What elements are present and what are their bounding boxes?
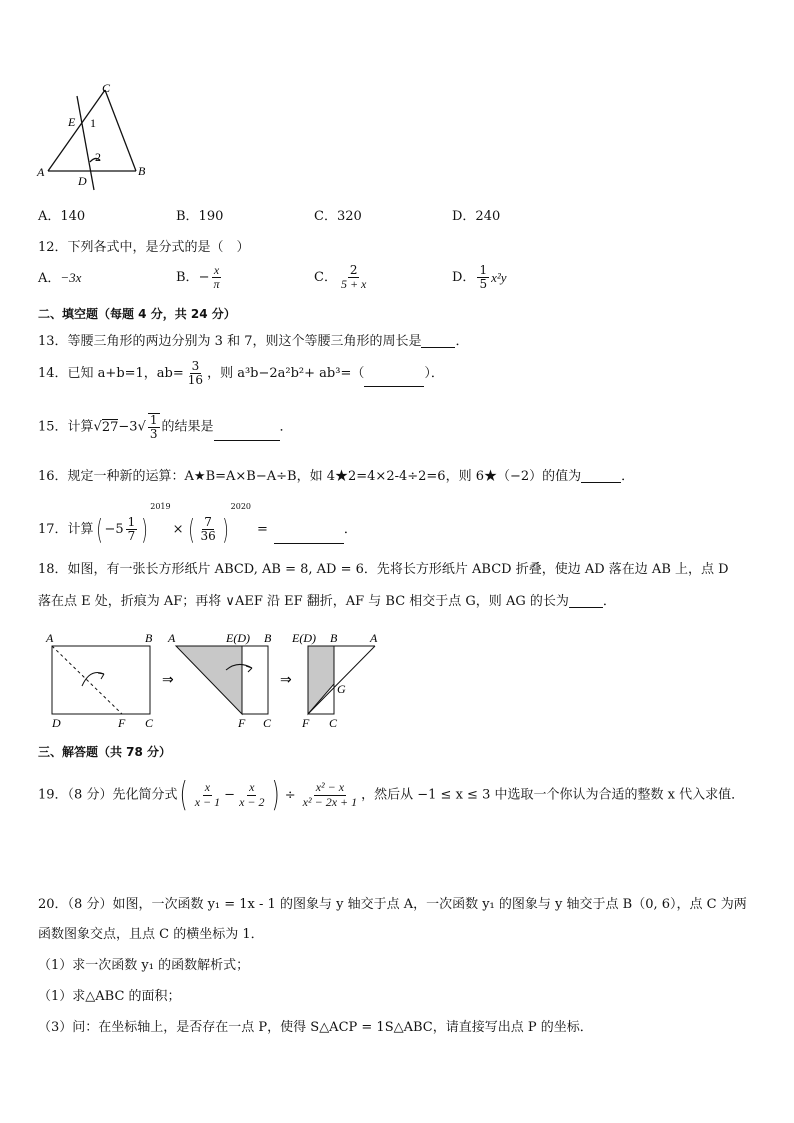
label-E: E: [68, 115, 76, 129]
svg-text:A: A: [168, 631, 176, 645]
svg-text:D: D: [52, 716, 61, 730]
q20-part2: （1）求△ABC 的面积；: [38, 989, 181, 1004]
q12-stem: 12．下列各式中，是分式的是（ ）: [38, 240, 250, 255]
q12-option-d: D． $\frac{1}{5}$ x²y: [452, 263, 507, 292]
q20-line1: 20．（8 分）如图，一次函数 y₁ = 1x - 1 的图象与 y 轴交于点 A，一次函数 y₁ 的图象与 y 轴交于点 B（0, 6），点 C 为两: [38, 897, 747, 912]
svg-text:B: B: [264, 631, 272, 645]
section-3-heading: 三、解答题（共 78 分）: [38, 745, 172, 759]
label-D: D: [78, 174, 87, 188]
label-B: B: [138, 164, 146, 178]
svg-text:E(D): E(D): [226, 631, 250, 645]
q11-option-c: C．320: [314, 209, 362, 224]
q11-option-b: B．190: [176, 209, 224, 224]
folding-figure: [40, 628, 390, 733]
svg-text:C: C: [329, 716, 338, 730]
label-1: 1: [90, 116, 96, 130]
svg-text:C: C: [145, 716, 154, 730]
svg-text:G: G: [337, 682, 346, 696]
svg-text:F: F: [118, 716, 126, 730]
q12-option-c: C． $\frac{2}{5 + x}$: [314, 263, 367, 292]
svg-text:A: A: [46, 631, 54, 645]
q19: 19．（8 分）先化简分式( $\frac{x}{x - 1}$ − $\frac{x}{x - 2}$ ) ÷ $\frac{\text{x² − x}}{\text{x² − 2x + 1}}$ ，然后从 −1 ≤ x ≤ 3 中选取一个你认为合适的整数 x 代入求值．: [38, 775, 745, 815]
label-2: 2: [95, 150, 101, 164]
svg-text:E(D): E(D): [292, 631, 316, 645]
q16: 16．规定一种新的运算：A★B=A×B−A÷B，如 4★2=4×2-4÷2=6，则 6★（−2）的值为 ．: [38, 469, 635, 484]
q13: 13．等腰三角形的两边分别为 3 和 7，则这个等腰三角形的周长是 ．: [38, 334, 469, 349]
arrow-1: ⇒: [162, 673, 174, 688]
label-C: C: [102, 81, 111, 95]
section-2-heading: 二、填空题（每题 4 分，共 24 分）: [38, 307, 236, 321]
q14: 14．已知 a+b=1，ab= $\frac{3}{16}$ ，则 a³b−2a²b²+ ab³=（ ）．: [38, 359, 444, 388]
svg-text:F: F: [238, 716, 246, 730]
q15: 15．计算√27−3√ $\frac{1}{3}$ 的结果是 ．: [38, 413, 293, 442]
svg-text:A: A: [370, 631, 378, 645]
label-A: A: [37, 165, 45, 179]
q11-option-a: A．140: [38, 209, 86, 224]
q18-line1: 18．如图，有一张长方形纸片 ABCD, AB = 8, AD = 6．先将长方形纸片 ABCD 折叠，使边 AD 落在边 AB 上，点 D: [38, 562, 729, 577]
q18-line2: 落在点 E 处，折痕为 AF；再将 ∨AEF 沿 EF 翻折，AF 与 BC 相交于点 G，则 AG 的长为 ．: [38, 594, 616, 609]
q11-option-d: D．240: [452, 209, 501, 224]
q12-option-a: A．−3x: [38, 270, 82, 286]
q17: 17．计算( −5 $\frac{1}{7}$ )$^{2019}$× ( $\frac{7}{36}$ )$^{2020}$= ．: [38, 502, 357, 546]
q20-part3: （3）问：在坐标轴上，是否存在一点 P，使得 S△ACP = 1S△ABC，请直接写出点 P 的坐标．: [38, 1020, 593, 1035]
q20-line2: 函数图象交点，且点 C 的横坐标为 1．: [38, 927, 264, 942]
svg-text:B: B: [145, 631, 153, 645]
q20-part1: （1）求一次函数 y₁ 的函数解析式；: [38, 958, 250, 973]
svg-text:B: B: [330, 631, 338, 645]
svg-text:F: F: [302, 716, 310, 730]
triangle-figure: [30, 78, 160, 193]
svg-text:C: C: [263, 716, 272, 730]
arrow-2: ⇒: [280, 673, 292, 688]
q12-option-b: B．− $\frac{x}{\pi}$: [176, 263, 220, 292]
